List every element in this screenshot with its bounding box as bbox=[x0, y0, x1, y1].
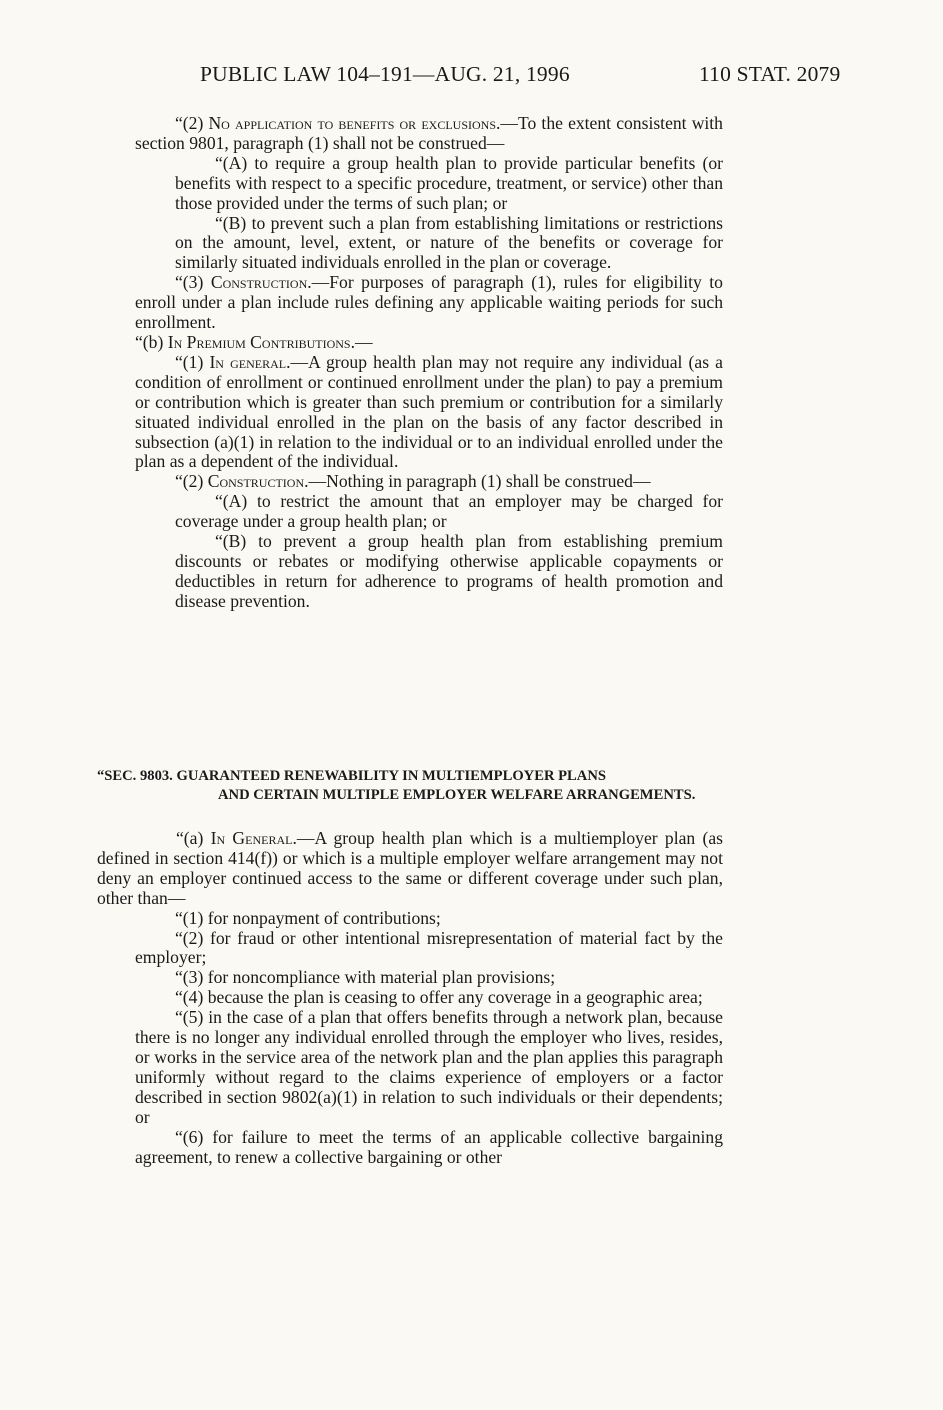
paragraph-text: —A group health plan may not require any individual (as a condition of enrollment or continued enrollment under the plan) to pay a premium or contribution which is greater than such premium or contribution for a similarly situated individual enrolled in the plan on the basis of any factor described in subsection (a)(1) in relation to the individual or to an individual enrolled under the plan as a dependent of the individual. bbox=[135, 351, 723, 472]
subsection-b bbox=[135, 333, 723, 353]
paragraph-text: —To the extent consistent with section 9801, paragraph (1) shall not be construed— bbox=[135, 113, 723, 153]
paragraph-heading: In general. bbox=[209, 351, 291, 372]
subsection-text: —A group health plan which is a multiemployer plan (as defined in section 414(f)) or which is a multiple employer welfare arrangement may not deny an employer continued access to the same or different coverage under such plan, other than— bbox=[97, 828, 724, 908]
paragraph-number: “(2) bbox=[175, 113, 209, 133]
statute-page-number: 110 STAT. 2079 bbox=[699, 62, 841, 86]
subparagraph-b2a: “(A) to restrict the amount that an employer may be charged for coverage under a group health plan; or bbox=[175, 491, 723, 532]
paragraph-text: —For purposes of paragraph (1), rules for eligibility to enroll under a plan include rules defining any applicable waiting periods for such enrollment. bbox=[135, 272, 723, 333]
list-item-3: “(3) for noncompliance with material plan provisions; bbox=[175, 967, 556, 988]
paragraph-heading: Construction. bbox=[207, 471, 309, 492]
section-heading bbox=[97, 767, 723, 805]
subsection-a bbox=[97, 829, 723, 909]
paragraph-3 bbox=[135, 273, 723, 333]
subsection-dash: — bbox=[354, 331, 373, 352]
section-heading-line1: “SEC. 9803. GUARANTEED RENEWABILITY IN MULTIEMPLOYER PLANS bbox=[97, 768, 606, 784]
list-item-6: “(6) for failure to meet the terms of an applicable collective bargaining agreement, to renew a collective bargaining or other bbox=[135, 1126, 723, 1167]
paragraph-b1 bbox=[135, 353, 723, 472]
paragraph-number: “(1) bbox=[175, 351, 210, 372]
subparagraph-2a: “(A) to require a group health plan to provide particular benefits (or benefits with respect to a specific procedure, treatment, or service) other than those provided under the terms of such plan; or bbox=[175, 152, 723, 213]
body-text-bottom bbox=[97, 829, 723, 1167]
subsection-heading: In Premium Contributions. bbox=[167, 331, 355, 352]
paragraph-number: “(3) bbox=[175, 272, 211, 293]
list-item-1: “(1) for nonpayment of contributions; bbox=[175, 907, 441, 928]
subsection-heading: In General. bbox=[210, 828, 297, 848]
paragraph-heading: Construction. bbox=[210, 272, 312, 293]
paragraph-number: “(2) bbox=[175, 471, 208, 492]
paragraph-heading: No application to benefits or exclusions. bbox=[208, 113, 501, 133]
paragraph-2 bbox=[135, 114, 723, 154]
section-heading-rest: AND CERTAIN MULTIPLE EMPLOYER WELFARE ARRANGEMENTS. bbox=[218, 787, 696, 803]
page-header bbox=[0, 62, 943, 90]
header-title: PUBLIC LAW 104–191—AUG. 21, 1996 bbox=[200, 62, 570, 86]
paragraph-b2 bbox=[135, 472, 723, 492]
subparagraph-b2b: “(B) to prevent a group health plan from establishing premium discounts or rebates or modifying otherwise applicable copayments or deductibles in return for adherence to programs of health promotion and disease prevention. bbox=[175, 531, 723, 611]
list-item-4: “(4) because the plan is ceasing to offer any coverage in a geographic area; bbox=[175, 987, 703, 1008]
body-text-top bbox=[135, 114, 723, 612]
subsection-number: “(b) bbox=[135, 331, 168, 352]
list-item-5: “(5) in the case of a plan that offers benefits through a network plan, because there is no longer any individual enrolled through the employer who lives, resides, or works in the service area of the network plan and the plan applies this paragraph uniformly without regard to the claims experience of employers or a factor described in section 9802(a)(1) in relation to such individuals or their dependents; or bbox=[135, 1007, 723, 1127]
subparagraph-2b: “(B) to prevent such a plan from establishing limitations or restrictions on the amount, level, extent, or nature of the benefits or coverage for similarly situated individuals enrolled in the plan or coverage. bbox=[175, 212, 723, 273]
paragraph-text: —Nothing in paragraph (1) shall be construed— bbox=[308, 471, 651, 492]
subsection-number: “(a) bbox=[176, 828, 211, 848]
list-item-2: “(2) for fraud or other intentional misrepresentation of material fact by the employer; bbox=[135, 927, 723, 968]
